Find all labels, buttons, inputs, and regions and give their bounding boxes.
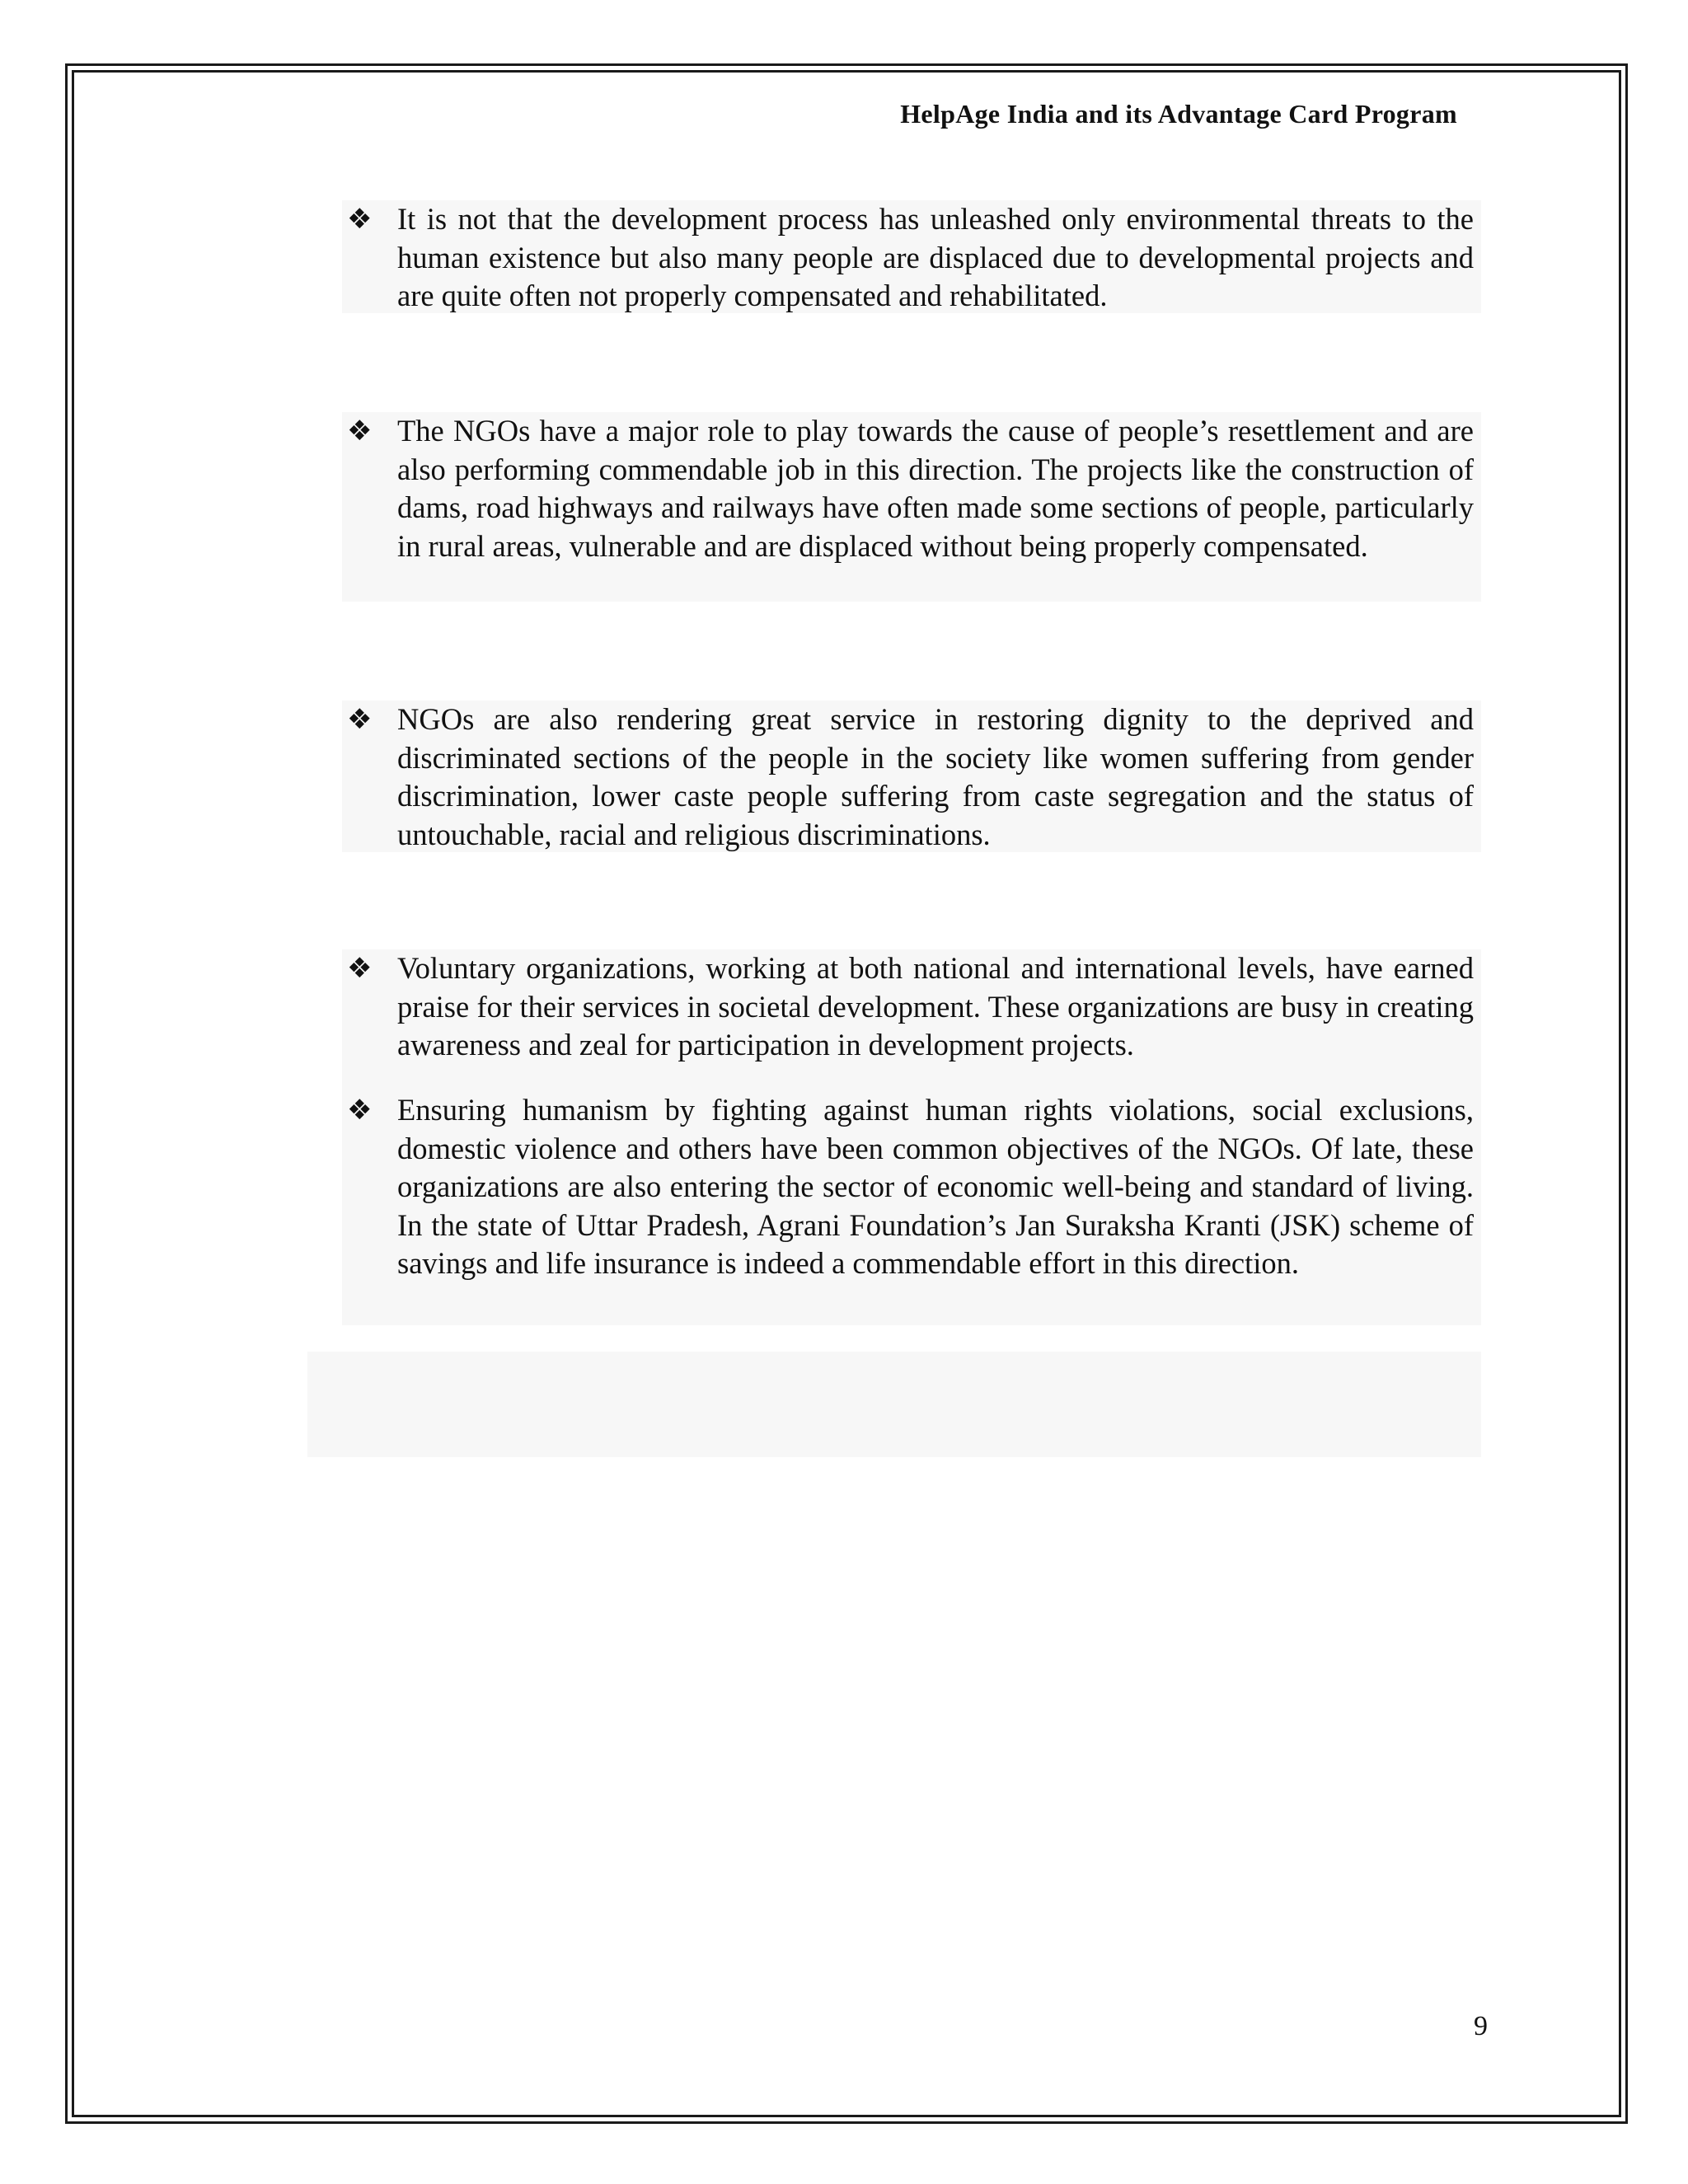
bullet-block-3 bbox=[342, 701, 1481, 852]
empty-shaded-block bbox=[307, 1352, 1481, 1457]
bullet-block-1 bbox=[342, 200, 1481, 313]
bullet-text: NGOs are also rendering great service in restoring dignity to the deprived and discriminated sections of the people in the society like women suffering from gender discrimination, lower caste people suffering from caste segregation and the status of untouchable, racial and religious discriminations. bbox=[397, 702, 1474, 851]
diamond-bullet-icon: ❖ bbox=[347, 952, 373, 985]
diamond-bullet-icon: ❖ bbox=[347, 415, 373, 448]
running-header: HelpAge India and its Advantage Card Program bbox=[900, 99, 1457, 129]
page-number: 9 bbox=[1474, 2011, 1488, 2041]
diamond-bullet-icon: ❖ bbox=[347, 203, 373, 236]
bullet-text: It is not that the development process has unleashed only environmental threats to the human existence but also many people are displaced due to developmental projects and are quite often not properly compensated and rehabilitated. bbox=[397, 202, 1474, 312]
bullet-text: The NGOs have a major role to play towards the cause of people’s resettlement and are also performing commendable job in this direction. The projects like the construction of dams, road highways and railways have often made some sections of people, particularly in rural areas, vulnerable and are displaced without being properly compensated. bbox=[397, 414, 1474, 563]
bullet-text: Voluntary organizations, working at both national and international levels, have earned praise for their services in societal development. These organizations are busy in creating awareness and zeal for participation in development projects. bbox=[397, 951, 1474, 1062]
bullet-block-4 bbox=[342, 949, 1481, 1325]
bullet-text: Ensuring humanism by fighting against human rights violations, social exclusions, domestic violence and others have been common objectives of the NGOs. Of late, these organizations are also entering the sector of economic well-being and standard of living. In the state of Uttar Pradesh, Agrani Foundation’s Jan Suraksha Kranti (JSK) scheme of savings and life insurance is indeed a commendable effort in this direction. bbox=[397, 1093, 1474, 1280]
diamond-bullet-icon: ❖ bbox=[347, 1094, 373, 1127]
diamond-bullet-icon: ❖ bbox=[347, 703, 373, 736]
bullet-block-2 bbox=[342, 412, 1481, 602]
